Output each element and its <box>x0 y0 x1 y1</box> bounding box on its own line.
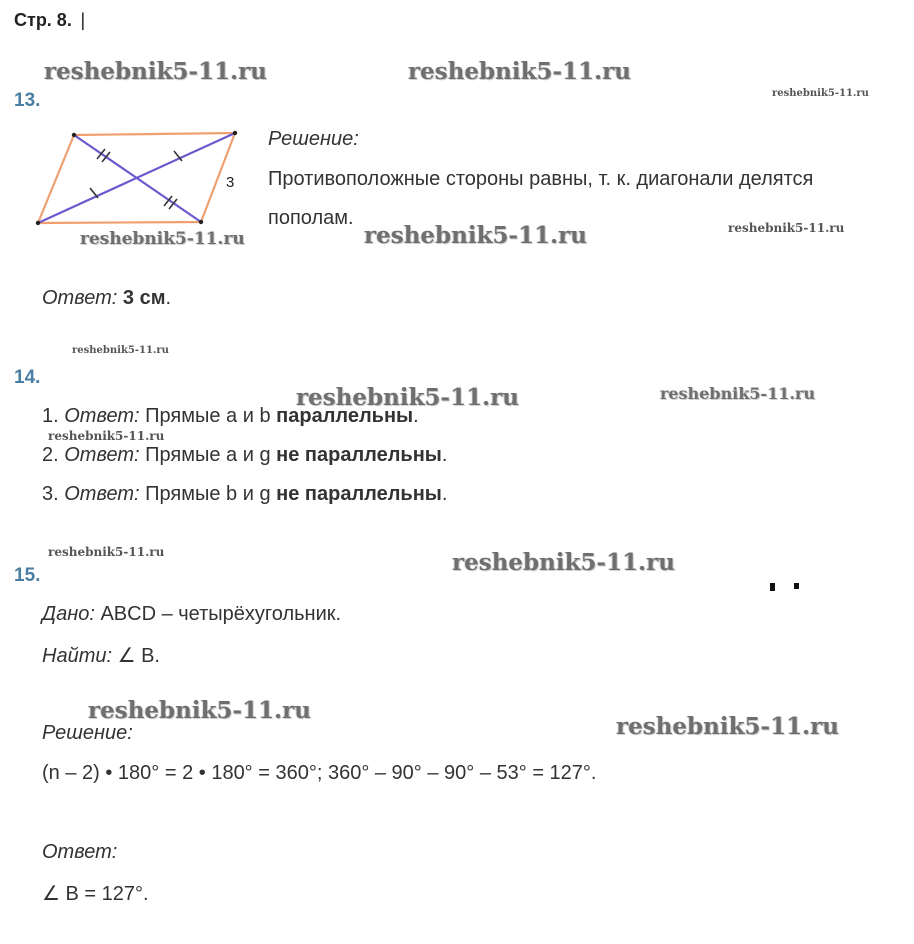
task-15-given <box>42 603 341 626</box>
task-15-find <box>42 643 160 668</box>
item-end: . <box>441 444 448 466</box>
task-14-item <box>42 444 447 467</box>
answer-end: . <box>165 287 172 309</box>
task-13-number: 13. <box>14 90 41 111</box>
artifact-dot <box>770 583 775 591</box>
watermark: reshebnik5-11.ru <box>616 713 839 740</box>
watermark: reshebnik5-11.ru <box>48 429 165 443</box>
item-bold: не параллельны <box>276 483 442 505</box>
task-14-item <box>42 405 419 428</box>
task-14-item <box>42 483 447 506</box>
answer-label: Ответ: <box>64 483 140 505</box>
watermark: reshebnik5-11.ru <box>660 384 816 403</box>
item-index: 3. <box>42 483 59 505</box>
watermark: reshebnik5-11.ru <box>72 345 169 356</box>
task-15-answer-text: ∠ B = 127°. <box>42 883 149 905</box>
item-text: Прямые b и g <box>139 483 277 505</box>
artifact-dot <box>794 583 799 589</box>
task-13-solution-line-2: пополам. <box>268 207 354 229</box>
item-bold: не параллельны <box>276 444 442 466</box>
side-length-label: 3 <box>226 174 235 191</box>
answer-label: Ответ: <box>42 287 118 309</box>
given-text: ABCD – четырёхугольник. <box>94 603 342 625</box>
item-index: 2. <box>42 444 59 466</box>
parallelogram-diagram <box>30 126 250 236</box>
watermark: reshebnik5-11.ru <box>408 58 631 85</box>
page-number: Стр. 8. <box>14 10 72 30</box>
task-15-answer-label: Ответ: <box>42 841 118 863</box>
task-13-solution-line-1: Противоположные стороны равны, т. к. диагонали делятся <box>268 168 814 190</box>
page-header <box>14 10 85 31</box>
watermark: reshebnik5-11.ru <box>452 549 675 576</box>
item-bold: параллельны <box>276 405 414 427</box>
item-text: Прямые a и b <box>139 405 277 427</box>
task-15-solution-text: (n – 2) • 180° = 2 • 180° = 360°; 360° – 90° – 90° – 53° = 127°. <box>42 762 597 784</box>
item-index: 1. <box>42 405 59 427</box>
watermark: reshebnik5-11.ru <box>48 545 165 559</box>
task-13-answer <box>42 287 171 310</box>
task-13-solution-label: Решение: <box>268 128 359 150</box>
item-end: . <box>413 405 419 427</box>
watermark: reshebnik5-11.ru <box>364 222 587 249</box>
task-15-number: 15. <box>14 565 41 586</box>
cursor-mark: | <box>76 10 86 30</box>
watermark: reshebnik5-11.ru <box>728 221 845 235</box>
find-label: Найти: <box>42 645 113 667</box>
given-label: Дано: <box>42 603 95 625</box>
task-14-number: 14. <box>14 367 41 388</box>
item-text: Прямые a и g <box>139 444 277 466</box>
watermark: reshebnik5-11.ru <box>296 384 519 411</box>
answer-value: 3 см <box>122 287 166 309</box>
answer-label: Ответ: <box>64 444 140 466</box>
answer-label: Ответ: <box>64 405 140 427</box>
watermark: reshebnik5-11.ru <box>80 229 245 249</box>
item-end: . <box>441 483 448 505</box>
watermark: reshebnik5-11.ru <box>88 697 311 724</box>
watermark: reshebnik5-11.ru <box>44 58 267 85</box>
task-15-solution-label: Решение: <box>42 722 133 744</box>
watermark: reshebnik5-11.ru <box>772 88 869 99</box>
find-text: ∠ B. <box>112 645 160 667</box>
